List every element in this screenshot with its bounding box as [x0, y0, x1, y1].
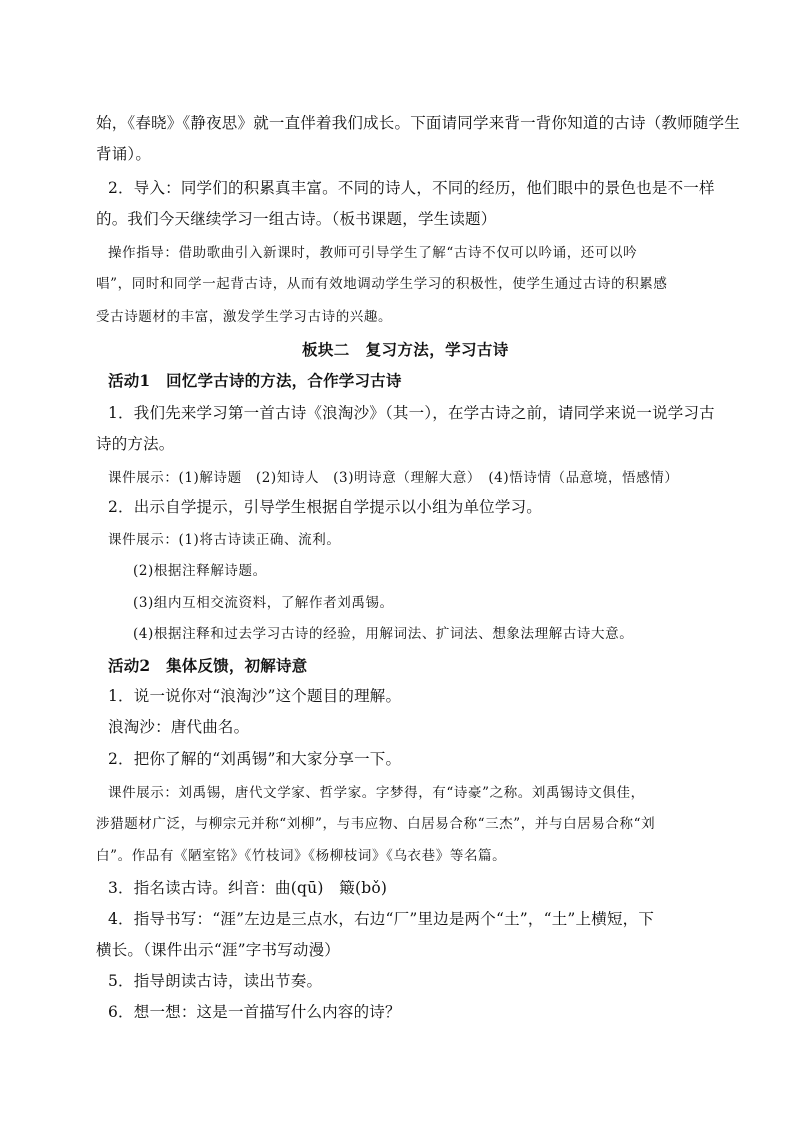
text-line: 浪淘沙：唐代曲名。 [108, 718, 250, 736]
text-line: 1．我们先来学习第一首古诗《浪淘沙》（其一），在学古诗之前，请同学来说一说学习古 [108, 404, 715, 422]
text-line: 受古诗题材的丰富，激发学生学习古诗的兴趣。 [96, 309, 393, 325]
text-line: 2．出示自学提示，引导学生根据自学提示以小组为单位学习。 [108, 498, 542, 516]
text-line: 1．说一说你对“浪淘沙”这个题目的理解。 [108, 687, 402, 705]
text-line: (4)根据注释和过去学习古诗的经验，用解词法、扩词法、想象法理解古诗大意。 [133, 626, 634, 642]
text-line: 6．想一想：这是一首描写什么内容的诗？ [108, 1003, 401, 1021]
text-line: 的。我们今天继续学习一组古诗。（板书课题，学生读题） [96, 210, 497, 228]
text-line: 2．导入：同学们的积累真丰富。不同的诗人，不同的经历，他们眼中的景色也是不一样 [108, 179, 715, 197]
text-line: 背诵）。 [96, 145, 152, 163]
text-line: 3．指名读古诗。纠音：曲(qū) 簸(bǒ) [108, 879, 388, 897]
text-line: 操作指导：借助歌曲引入新课时，教师可引导学生了解“古诗不仅可以吟诵，还可以吟 [108, 245, 638, 261]
text-line: 涉猎题材广泛，与柳宗元并称“刘柳”，与韦应物、白居易合称“三杰”，并与白居易合称“刘 [96, 816, 656, 832]
text-line: 课件展示：刘禹锡，唐代文学家、哲学家。字梦得，有“诗豪”之称。刘禹锡诗文俱佳， [108, 785, 645, 801]
text-line: 白”。作品有《陋室铭》《竹枝词》《杨柳枝词》《乌衣巷》等名篇。 [96, 848, 507, 864]
text-line: (2)根据注释解诗题。 [133, 563, 267, 579]
text-line: 唱”，同时和同学一起背古诗，从而有效地调动学生学习的积极性，使学生通过古诗的积累感 [96, 276, 668, 292]
text-line: 课件展示：(1)将古诗读正确、流利。 [108, 532, 341, 548]
activity-heading: 活动1 回忆学古诗的方法，合作学习古诗 [108, 371, 402, 390]
text-line: 始，《春晓》《静夜思》就一直伴着我们成长。下面请同学来背一背你知道的古诗（教师随学生 [96, 114, 740, 132]
text-line: 4．指导书写：“涯”左边是三点水，右边“厂”里边是两个“土”，“土”上横短，下 [108, 910, 655, 928]
text-line: 横长。（课件出示“涯”字书写动漫） [96, 941, 340, 959]
text-line: 2．把你了解的“刘禹锡”和大家分享一下。 [108, 750, 402, 768]
text-line: 课件展示：(1)解诗题 (2)知诗人 (3)明诗意（理解大意） (4)悟诗情（品意境，悟感情） [108, 470, 679, 486]
text-line: (3)组内互相交流资料，了解作者刘禹锡。 [133, 595, 394, 611]
text-line: 5．指导朗读古诗，读出节奏。 [108, 972, 323, 990]
activity-heading: 活动2 集体反馈，初解诗意 [108, 656, 308, 675]
text-line: 诗的方法。 [96, 435, 175, 453]
section-heading: 板块二 复习方法，学习古诗 [302, 340, 509, 359]
